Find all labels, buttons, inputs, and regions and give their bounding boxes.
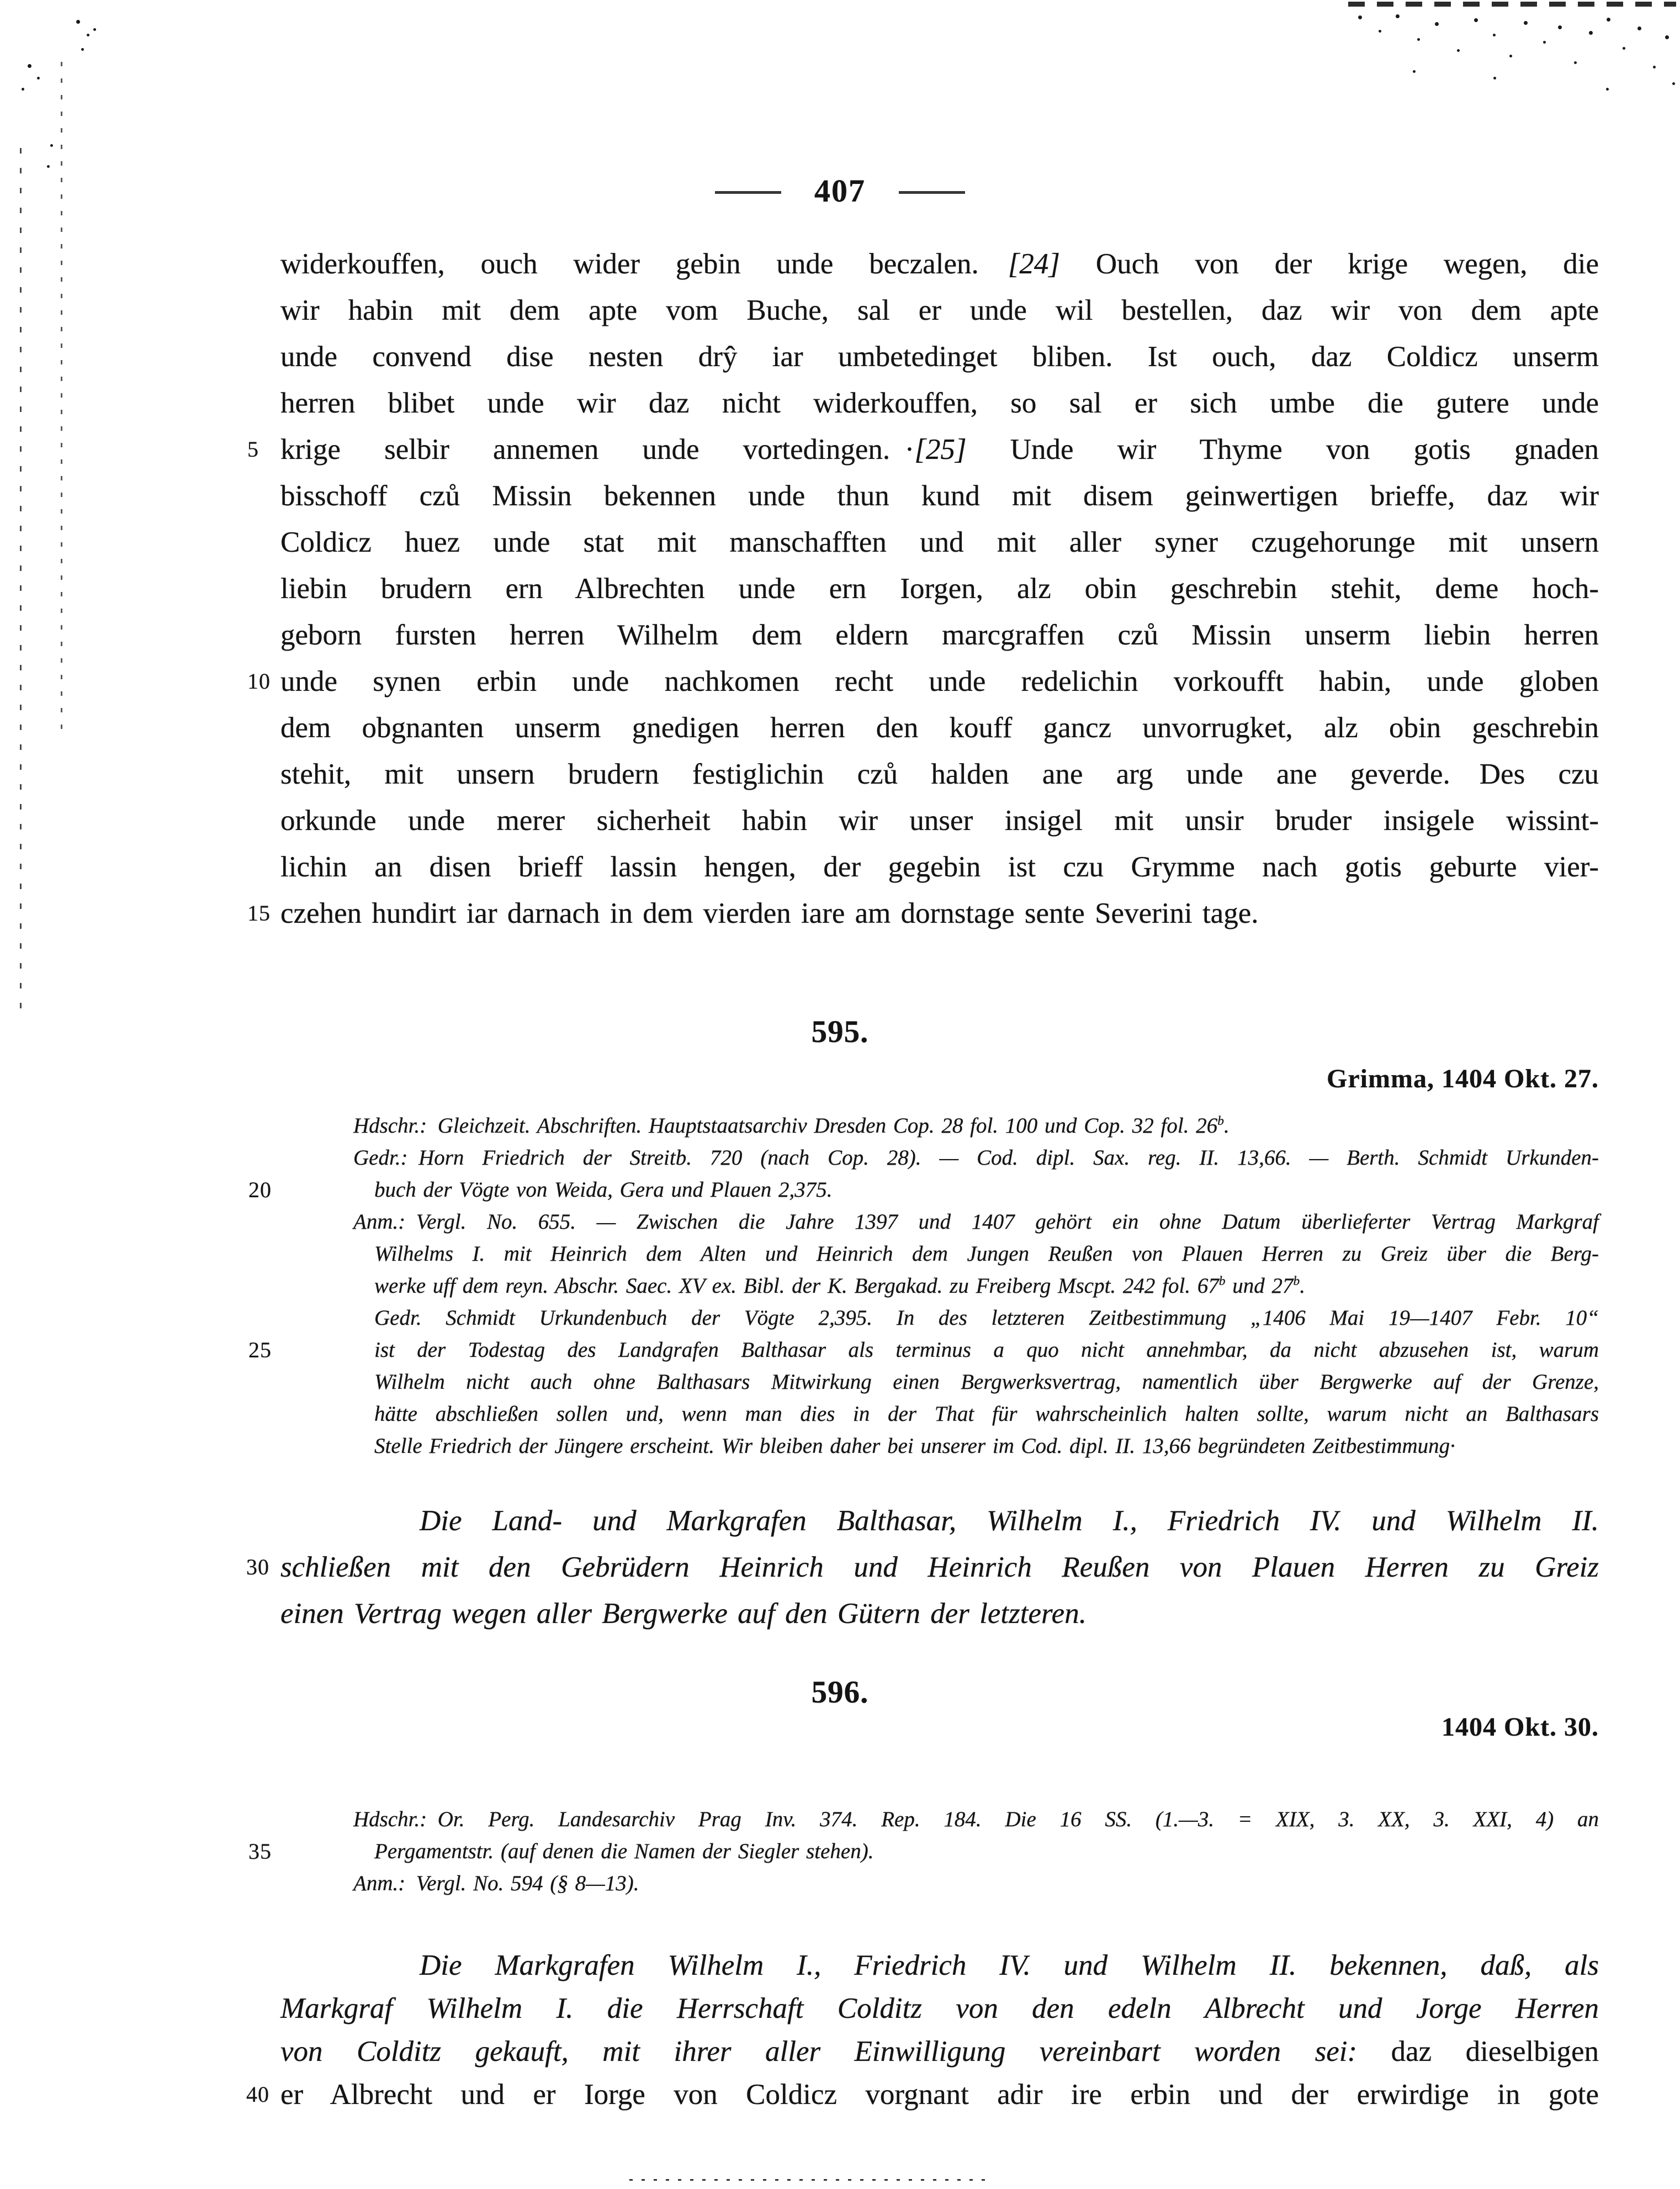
text-line xyxy=(280,1987,1599,2030)
text-run: dem obgnanten unserm gnedigen herren den kouff gancz unvorrugket, alz obin geschrebin xyxy=(280,712,1599,744)
text-run: Hdschr.: Or. Perg. Landesarchiv Prag Inv. 374. Rep. 184. Die 16 SS. (1.—3. = XIX, 3. XX, 3. XXI, 4) an xyxy=(353,1807,1599,1831)
text-line xyxy=(280,1590,1599,1637)
text-line xyxy=(353,1142,1599,1174)
margin-line-number: 40 xyxy=(246,2082,269,2107)
text-run: [25] xyxy=(914,433,967,466)
text-line xyxy=(353,1430,1599,1462)
text-line xyxy=(353,1238,1599,1270)
text-line xyxy=(280,241,1599,287)
text-run: Ouch von der krige wegen, die xyxy=(1060,248,1599,280)
text-run: Die Land- und Markgrafen Balthasar, Wilhelm I., Friedrich IV. und Wilhelm II. xyxy=(420,1505,1599,1537)
text-run: Gedr.: Horn Friedrich der Streitb. 720 (nach Cop. 28). — Cod. dipl. Sax. reg. II. 13,66. — Berth. Schmidt Urkunden- xyxy=(353,1146,1599,1170)
text-line xyxy=(280,473,1599,519)
scan-artifact-gutter-line xyxy=(20,148,22,1009)
text-run: unde synen erbin unde nachkomen recht unde redelichin vorkoufft habin, unde globen xyxy=(280,665,1599,697)
text-line xyxy=(248,1174,1599,1206)
margin-line-number: 30 xyxy=(246,1554,269,1579)
text-run: liebin brudern ern Albrechten unde ern Iorgen, alz obin geschrebin stehit, deme hoch- xyxy=(280,573,1599,605)
text-run: geborn fursten herren Wilhelm dem eldern marcgraffen czů Missin unserm liebin herren xyxy=(280,619,1599,651)
text-run: Stelle Friedrich der Jüngere erscheint. Wir bleiben daher bei unserer im Cod. dipl. II. 13,66 begründeten Zeitbestimmung· xyxy=(374,1434,1455,1458)
text-line xyxy=(280,797,1599,844)
text-run: ist der Todestag des Landgrafen Balthasar als terminus a quo nicht annehmbar, da nicht abzusehen ist, warum xyxy=(374,1338,1599,1362)
text-run: Wilhelms I. mit Heinrich dem Alten und Heinrich dem Jungen Reußen von Plauen Herren zu Greiz über die Berg- xyxy=(374,1242,1599,1266)
text-run: Anm.: Vergl. No. 655. — Zwischen die Jahre 1397 und 1407 gehört ein ohne Datum überlieferter Vertrag Markgraf xyxy=(353,1210,1599,1234)
text-line xyxy=(280,334,1599,380)
text-run: b xyxy=(1217,1114,1224,1128)
text-line xyxy=(353,1366,1599,1398)
text-line xyxy=(353,1868,1599,1900)
text-line xyxy=(280,380,1599,426)
text-run: von Colditz gekauft, mit ihrer aller Einwilligung vereinbart worden sei: xyxy=(280,2035,1391,2068)
margin-line-number: 15 xyxy=(247,901,271,926)
text-line xyxy=(248,1334,1599,1366)
text-run: Pergamentstr. (auf denen die Namen der Siegler stehen). xyxy=(374,1839,874,1863)
margin-line-number: 25 xyxy=(248,1337,272,1362)
text-run: Gedr. Schmidt Urkundenbuch der Vögte 2,395. In des letzteren Zeitbestimmung „1406 Mai 19—1407 Febr. 10“ xyxy=(374,1306,1599,1330)
text-run: werke uff dem reyn. Abschr. Saec. XV ex. Bibl. der K. Bergakad. zu Freiberg Mscpt. 242 fol. 67 xyxy=(374,1274,1219,1298)
text-line xyxy=(246,1544,1599,1590)
page-number-header xyxy=(0,172,1680,209)
text-run: czehen hundirt iar darnach in dem vierden iare am dornstage sente Severini tage. xyxy=(280,897,1259,929)
text-line xyxy=(353,1804,1599,1836)
text-line xyxy=(280,1944,1599,1987)
entry-595-number: 595. xyxy=(811,1014,869,1049)
text-run: orkunde unde merer sicherheit habin wir unser insigel mit unsir bruder insigele wissint- xyxy=(280,805,1599,837)
text-run: b xyxy=(1293,1274,1300,1288)
text-run: einen Vertrag wegen aller Bergwerke auf den Gütern der letzteren. xyxy=(280,1598,1087,1630)
scan-artifact-top-streak xyxy=(1348,2,1676,7)
text-run: buch der Vögte von Weida, Gera und Plauen 2,375. xyxy=(374,1178,833,1202)
text-run: b xyxy=(1218,1274,1226,1288)
text-line xyxy=(353,1398,1599,1430)
entry-595-date: Grimma, 1404 Okt. 27. xyxy=(1327,1064,1599,1093)
text-run: . xyxy=(1300,1274,1305,1298)
text-run: Unde wir Thyme von gotis gnaden xyxy=(966,433,1599,466)
text-run: und 27 xyxy=(1225,1274,1294,1298)
text-line xyxy=(247,890,1599,937)
text-run: Hdschr.: Gleichzeit. Abschriften. Hauptstaatsarchiv Dresden Cop. 28 fol. 100 und Cop. 32 fol. 26 xyxy=(353,1114,1218,1138)
text-run: daz dieselbigen xyxy=(1391,2035,1599,2068)
text-run: lichin an disen brieff lassin hengen, der gegebin ist czu Grymme nach gotis geburte vier- xyxy=(280,851,1599,883)
margin-line-number: 10 xyxy=(247,669,271,694)
text-run: [24] xyxy=(1008,248,1061,280)
text-run: widerkouffen, ouch wider gebin unde beczalen. xyxy=(280,248,1008,280)
entry-596-text xyxy=(246,1944,1599,2116)
text-run: herren blibet unde wir daz nicht widerkouffen, so sal er sich umbe die gutere unde xyxy=(280,387,1599,419)
text-line xyxy=(353,1110,1599,1142)
text-line xyxy=(280,287,1599,334)
text-run: Wilhelm nicht auch ohne Balthasars Mitwirkung einen Bergwerksvertrag, namentlich über Bergwerke auf der Grenze, xyxy=(374,1370,1599,1394)
scan-artifact-bottom-dots xyxy=(629,2179,994,2181)
text-line xyxy=(280,2030,1599,2073)
text-line xyxy=(280,565,1599,612)
entry-595-notes xyxy=(248,1110,1599,1462)
text-run: Anm.: Vergl. No. 594 (§ 8—13). xyxy=(353,1871,639,1895)
text-line xyxy=(280,751,1599,797)
margin-line-number: 20 xyxy=(248,1177,272,1202)
text-run: hätte abschließen sollen und, wenn man dies in der That für wahrscheinlich halten sollte, warum nicht an Balthasars xyxy=(374,1402,1599,1426)
margin-line-number: 5 xyxy=(247,437,259,462)
header-rule-left xyxy=(715,191,781,194)
text-line xyxy=(353,1206,1599,1238)
text-line xyxy=(247,426,1599,473)
text-run: bisschoff czů Missin bekennen unde thun kund mit disem geinwertigen brieffe, daz wir xyxy=(280,480,1599,512)
text-run: Coldicz huez unde stat mit manschafften und mit aller syner czugehorunge mit unsern xyxy=(280,526,1599,558)
text-line xyxy=(353,1270,1599,1302)
text-line xyxy=(280,612,1599,658)
margin-line-number: 35 xyxy=(248,1839,272,1864)
entry-595-summary xyxy=(246,1498,1599,1637)
text-run: . xyxy=(1223,1114,1229,1138)
text-line xyxy=(280,1498,1599,1544)
text-run: unde convend dise nesten drŷ iar umbetedinget bliben. Ist ouch, daz Coldicz unserm xyxy=(280,341,1599,373)
text-run: stehit, mit unsern brudern festiglichin czů halden ane arg unde ane geverde. Des czu xyxy=(280,758,1599,790)
text-line xyxy=(248,1836,1599,1868)
text-line xyxy=(247,658,1599,705)
text-run: wir habin mit dem apte vom Buche, sal er unde wil bestellen, daz wir von dem apte xyxy=(280,294,1599,326)
text-run: Markgraf Wilhelm I. die Herrschaft Colditz von den edeln Albrecht und Jorge Herren xyxy=(280,1992,1599,2024)
scan-artifact-gutter-line-2 xyxy=(61,62,62,741)
text-line xyxy=(280,705,1599,751)
scan-artifact-speckles xyxy=(0,0,2,2)
text-line xyxy=(246,2073,1599,2116)
text-line xyxy=(280,519,1599,565)
entry-596-number: 596. xyxy=(811,1675,869,1710)
text-run: Die Markgrafen Wilhelm I., Friedrich IV. und Wilhelm II. bekennen, daß, als xyxy=(420,1949,1599,1981)
entry-594-text xyxy=(247,241,1599,937)
text-line xyxy=(280,844,1599,890)
entry-596-notes xyxy=(248,1804,1599,1900)
header-rule-right xyxy=(899,191,965,194)
text-run: krige selbir annemen unde vortedingen. · xyxy=(280,433,915,466)
text-run: er Albrecht und er Iorge von Coldicz vorgnant adir ire erbin und der erwirdige in gote xyxy=(280,2079,1599,2111)
text-run: schließen mit den Gebrüdern Heinrich und Heinrich Reußen von Plauen Herren zu Greiz xyxy=(280,1551,1599,1583)
page-number: 407 xyxy=(814,173,866,209)
entry-596-date: 1404 Okt. 30. xyxy=(1441,1712,1599,1742)
text-line xyxy=(353,1302,1599,1334)
